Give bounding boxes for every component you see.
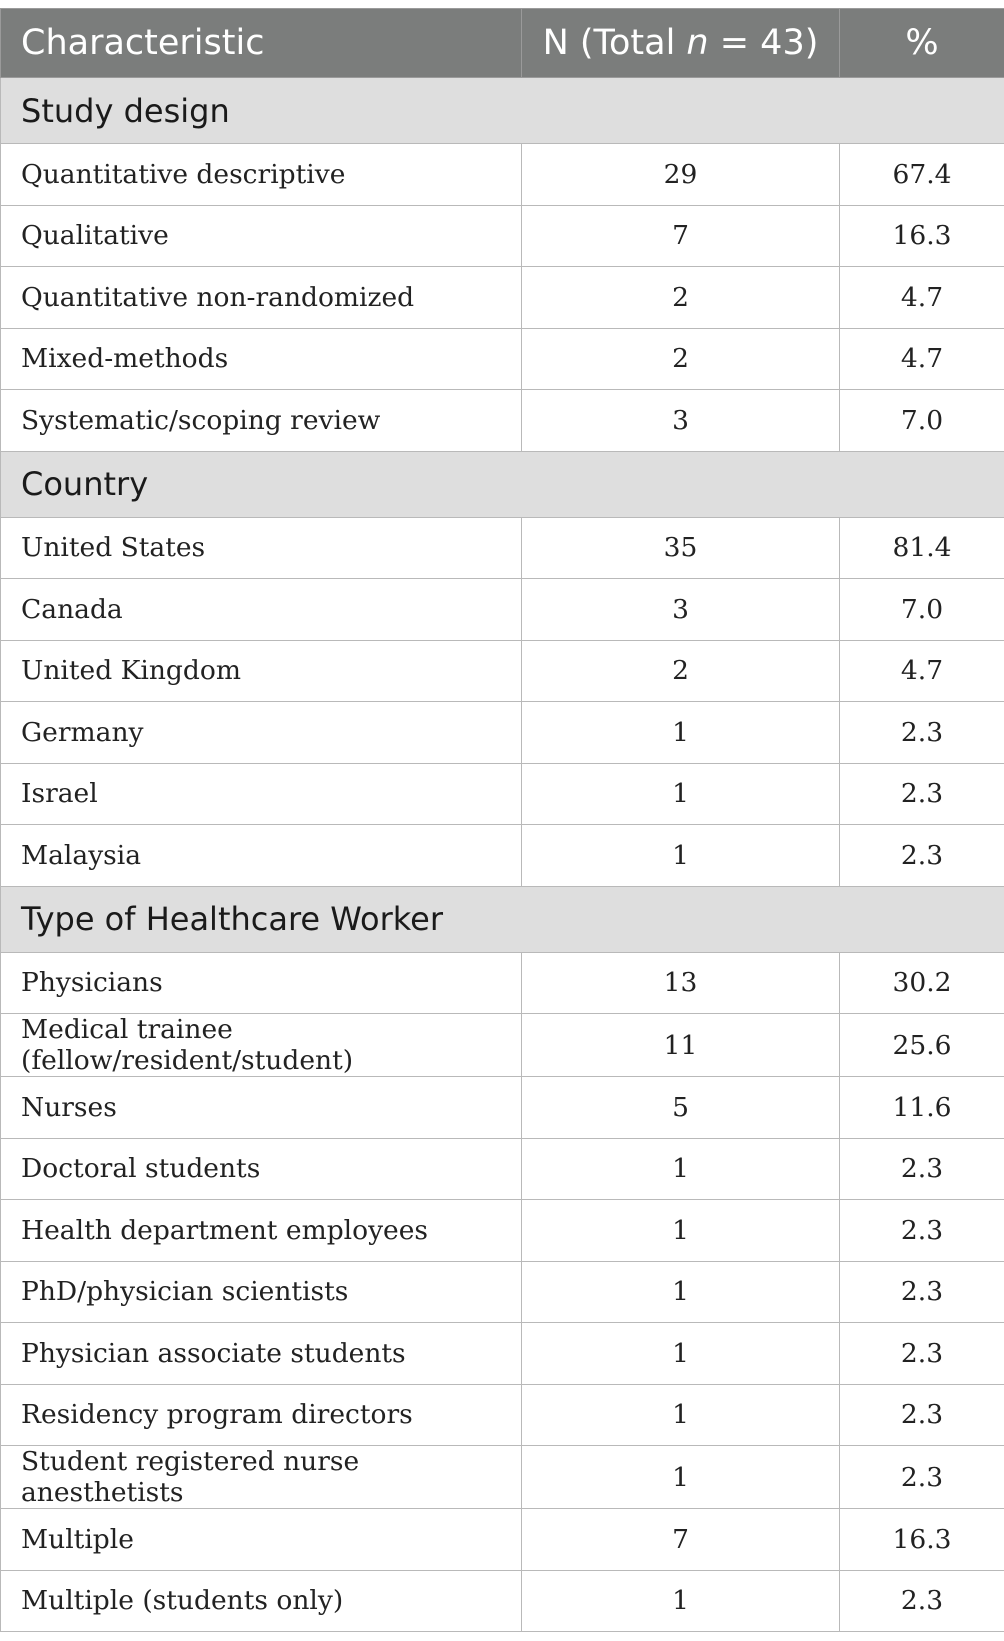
row-count: 1 (522, 1200, 840, 1262)
row-percent: 81.4 (840, 517, 1004, 579)
table-row (1, 1261, 1004, 1323)
section-header-row (1, 78, 1004, 144)
row-count: 1 (522, 1570, 840, 1632)
row-label: Residency program directors (1, 1384, 522, 1446)
row-percent: 67.4 (840, 144, 1004, 206)
table-row (1, 1570, 1004, 1632)
row-percent: 2.3 (840, 825, 1004, 887)
row-percent: 2.3 (840, 1200, 1004, 1262)
row-count: 7 (522, 205, 840, 267)
row-label: Malaysia (1, 825, 522, 887)
column-header-n-suffix: = 43) (708, 23, 819, 63)
row-percent: 4.7 (840, 640, 1004, 702)
table-row (1, 517, 1004, 579)
row-percent: 7.0 (840, 579, 1004, 641)
row-count: 1 (522, 763, 840, 825)
row-percent: 2.3 (840, 763, 1004, 825)
row-label: Doctoral students (1, 1138, 522, 1200)
column-header-n (522, 9, 840, 78)
row-percent: 2.3 (840, 1446, 1004, 1509)
row-percent: 2.3 (840, 1138, 1004, 1200)
row-label: Medical trainee (fellow/resident/student) (1, 1014, 522, 1077)
row-label: Nurses (1, 1077, 522, 1139)
table-row (1, 1384, 1004, 1446)
table-row (1, 267, 1004, 329)
table-row (1, 1323, 1004, 1385)
column-header-percent: % (840, 9, 1004, 78)
table-row (1, 640, 1004, 702)
row-label: Israel (1, 763, 522, 825)
column-header-characteristic: Characteristic (1, 9, 522, 78)
table-row (1, 1200, 1004, 1262)
row-percent: 2.3 (840, 1570, 1004, 1632)
row-label: Student registered nurse anesthetists (1, 1446, 522, 1509)
row-percent: 4.7 (840, 267, 1004, 329)
row-count: 35 (522, 517, 840, 579)
section-title: Study design (1, 78, 1004, 144)
table-row (1, 702, 1004, 764)
table-row (1, 1509, 1004, 1571)
row-count: 2 (522, 267, 840, 329)
row-count: 1 (522, 825, 840, 887)
row-label: Physician associate students (1, 1323, 522, 1385)
row-percent: 25.6 (840, 1014, 1004, 1077)
table-row (1, 579, 1004, 641)
row-label: United Kingdom (1, 640, 522, 702)
row-percent: 16.3 (840, 205, 1004, 267)
row-percent: 2.3 (840, 1323, 1004, 1385)
row-label: Systematic/scoping review (1, 390, 522, 452)
row-count: 29 (522, 144, 840, 206)
row-percent: 4.7 (840, 328, 1004, 390)
column-header-n-italic: n (686, 23, 709, 63)
row-count: 1 (522, 1384, 840, 1446)
row-label: Mixed-methods (1, 328, 522, 390)
row-count: 2 (522, 640, 840, 702)
row-label: United States (1, 517, 522, 579)
row-percent: 7.0 (840, 390, 1004, 452)
row-label: Quantitative non-randomized (1, 267, 522, 329)
characteristics-table (0, 8, 1004, 1632)
row-label: Health department employees (1, 1200, 522, 1262)
row-label: Canada (1, 579, 522, 641)
row-count: 1 (522, 1323, 840, 1385)
table-row (1, 952, 1004, 1014)
table-row (1, 390, 1004, 452)
section-title: Country (1, 451, 1004, 517)
column-header-n-prefix: N (Total (542, 23, 687, 63)
row-label: Quantitative descriptive (1, 144, 522, 206)
table-row (1, 144, 1004, 206)
row-label: Qualitative (1, 205, 522, 267)
row-count: 11 (522, 1014, 840, 1077)
row-label: PhD/physician scientists (1, 1261, 522, 1323)
row-count: 13 (522, 952, 840, 1014)
row-count: 1 (522, 702, 840, 764)
table-body (1, 78, 1004, 1632)
row-count: 2 (522, 328, 840, 390)
row-label: Multiple (students only) (1, 1570, 522, 1632)
row-percent: 2.3 (840, 1384, 1004, 1446)
table-row (1, 1138, 1004, 1200)
table-row (1, 1077, 1004, 1139)
section-header-row (1, 451, 1004, 517)
row-percent: 2.3 (840, 1261, 1004, 1323)
row-label: Germany (1, 702, 522, 764)
table-row (1, 825, 1004, 887)
row-count: 7 (522, 1509, 840, 1571)
table-row (1, 763, 1004, 825)
table-row (1, 205, 1004, 267)
table-row (1, 1446, 1004, 1509)
table-header-row (1, 9, 1004, 78)
characteristics-table-container (0, 8, 1004, 1632)
row-label: Physicians (1, 952, 522, 1014)
row-percent: 30.2 (840, 952, 1004, 1014)
table-row (1, 1014, 1004, 1077)
row-percent: 16.3 (840, 1509, 1004, 1571)
row-count: 3 (522, 390, 840, 452)
row-count: 1 (522, 1446, 840, 1509)
table-row (1, 328, 1004, 390)
row-label: Multiple (1, 1509, 522, 1571)
row-count: 3 (522, 579, 840, 641)
section-header-row (1, 886, 1004, 952)
row-percent: 11.6 (840, 1077, 1004, 1139)
row-percent: 2.3 (840, 702, 1004, 764)
row-count: 1 (522, 1261, 840, 1323)
section-title: Type of Healthcare Worker (1, 886, 1004, 952)
row-count: 5 (522, 1077, 840, 1139)
row-count: 1 (522, 1138, 840, 1200)
